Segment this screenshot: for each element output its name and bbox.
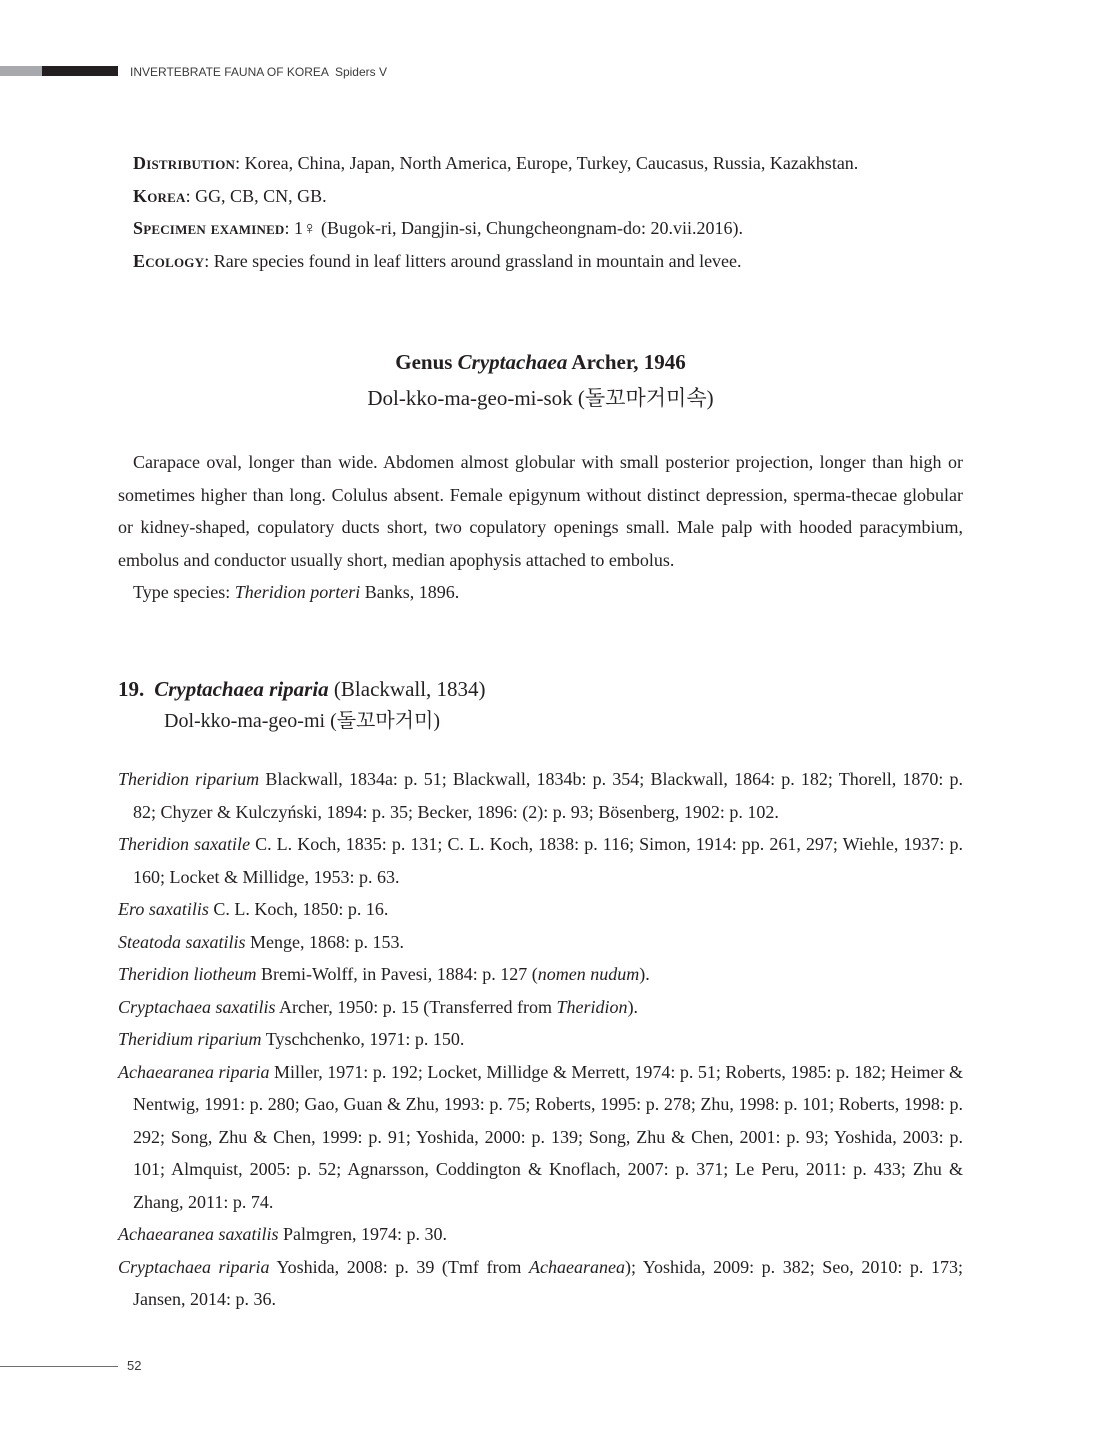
synonymy-list [118, 763, 963, 1316]
synonym-citation: C. L. Koch, 1835: p. 131; C. L. Koch, 1838: p. 116; Simon, 1914: pp. 261, 297; Wiehle, 1937: p. 160; Locket & Millidge, 1953: p. 63. [133, 834, 963, 887]
species-author: (Blackwall, 1834) [328, 677, 486, 701]
synonym-entry [118, 1251, 963, 1316]
species-korean-name: Dol-kko-ma-geo-mi (돌꼬마거미) [164, 710, 440, 732]
synonym-name: Theridion liotheum [118, 964, 257, 984]
genus-name: Cryptachaea [457, 350, 568, 374]
synonym-tail: ). [627, 996, 639, 1017]
korea-text: : GG, CB, CN, GB. [185, 185, 327, 206]
synonym-entry [118, 828, 963, 893]
synonym-name: Theridion saxatile [118, 834, 251, 854]
species-title [118, 672, 486, 706]
korea-label: Korea [133, 185, 186, 206]
specimen-label: Specimen examined [133, 218, 285, 238]
specimen-line [133, 212, 978, 245]
synonym-tail: ); Yoshida, 2009: p. 382; Seo, 2010: p. 173; Jansen, 2014: p. 36. [133, 1256, 963, 1309]
ecology-text: : Rare species found in leaf litters around grassland in mountain and levee. [204, 250, 742, 271]
synonym-citation: Miller, 1971: p. 192; Locket, Millidge & Merrett, 1974: p. 51; Roberts, 1985: p. 182; Heimer & Nentwig, 1991: p. 280; Gao, Guan & Zhu, 1993: p. 75; Roberts, 1995: p. 278; Zhu, 1998: p. 101; Roberts, 1998: p. 292; Song, Zhu & Chen, 1999: p. 91; Yoshida, 2000: p. 139; Song, Zhu & Chen, 2001: p. 93; Yoshida, 2003: p. 101; Almquist, 2005: p. 52; Agnarsson, Coddington & Knoflach, 2007: p. 371; Le Peru, 2011: p. 433; Zhu & Zhang, 2011: p. 74. [133, 1061, 963, 1212]
species-heading [118, 672, 486, 736]
ecology-line [133, 245, 978, 278]
header-title: INVERTEBRATE FAUNA OF KOREA [130, 65, 329, 79]
genus-title [118, 344, 963, 380]
synonym-name: Steatoda saxatilis [118, 931, 246, 952]
synonym-entry [118, 991, 963, 1024]
header-text [130, 65, 387, 79]
type-species-line [118, 576, 963, 609]
synonym-name: Achaearanea saxatilis [118, 1224, 279, 1244]
ecology-label: Ecology [133, 250, 205, 271]
synonym-citation: Archer, 1950: p. 15 (Transferred from [275, 996, 557, 1017]
species-number: 19. [118, 677, 145, 701]
synonym-entry [118, 1056, 963, 1219]
synonym-entry [118, 1023, 963, 1056]
synonym-tail: ). [639, 964, 650, 984]
species-name: Cryptachaea riparia [154, 677, 329, 701]
synonym-citation: Blackwall, 1834a: p. 51; Blackwall, 1834b: p. 354; Blackwall, 1864: p. 182; Thorell, 1870: p. 82; Chyzer & Kulczyński, 1894: p. 35; Becker, 1896: (2): p. 93; Bösenberg, 1902: p. 102. [133, 769, 963, 822]
synonym-name: Theridium riparium [118, 1029, 262, 1049]
distribution-text: : Korea, China, Japan, North America, Europe, Turkey, Caucasus, Russia, Kazakhstan. [235, 153, 859, 173]
synonym-citation: Menge, 1868: p. 153. [245, 931, 404, 952]
distribution-line [133, 147, 978, 180]
synonym-italic-note: Theridion [556, 996, 628, 1017]
synonym-name: Cryptachaea saxatilis [118, 996, 276, 1017]
synonym-citation: Bremi-Wolff, in Pavesi, 1884: p. 127 ( [256, 964, 538, 984]
genus-heading [118, 344, 963, 416]
synonym-name: Achaearanea riparia [118, 1061, 270, 1082]
genus-prefix: Genus [395, 350, 458, 374]
header-subtitle: Spiders V [334, 65, 387, 79]
genus-author: Archer, 1946 [567, 350, 686, 374]
synonym-italic-note: nomen nudum [537, 964, 640, 984]
synonym-entry [118, 893, 963, 926]
footer-rule [0, 1366, 118, 1367]
synonym-citation: Yoshida, 2008: p. 39 (Tmf from [269, 1256, 529, 1277]
synonym-citation: C. L. Koch, 1850: p. 16. [208, 899, 389, 919]
synonym-italic-note: Achaearanea [529, 1256, 625, 1277]
page-number: 52 [127, 1358, 142, 1373]
header-bar-black [42, 66, 118, 76]
synonym-name: Theridion riparium [118, 769, 260, 789]
header-bar-gray [0, 66, 42, 76]
korea-line [133, 180, 978, 213]
synonym-name: Ero saxatilis [118, 899, 209, 919]
genus-description [118, 446, 963, 609]
type-species-prefix: Type species: [133, 582, 235, 602]
synonym-entry [118, 926, 963, 959]
synonym-entry [118, 763, 963, 828]
genus-korean-name: Dol-kko-ma-geo-mi-sok (돌꼬마거미속) [367, 386, 714, 410]
synonym-entry [118, 1218, 963, 1251]
specimen-text: : 1♀ (Bugok-ri, Dangjin-si, Chungcheongnam-do: 20.vii.2016). [284, 218, 743, 238]
type-species-author: Banks, 1896. [360, 582, 460, 602]
distribution-label: Distribution [133, 153, 236, 173]
description-paragraph: Carapace oval, longer than wide. Abdomen almost globular with small posterior projection, longer than high or sometimes higher than long. Colulus absent. Female epigynum without distinct depression, sperma-thecae globular or kidney-shaped, copulatory ducts short, two copulatory openings small. Male palp with hooded paracymbium, embolus and conductor usually short, median apophysis attached to embolus. [118, 452, 963, 570]
synonym-name: Cryptachaea riparia [118, 1256, 270, 1277]
synonym-citation: Tyschchenko, 1971: p. 150. [261, 1029, 465, 1049]
synonym-entry [118, 958, 963, 991]
type-species-name: Theridion porteri [234, 582, 361, 602]
synonym-citation: Palmgren, 1974: p. 30. [278, 1224, 447, 1244]
species-meta [133, 147, 978, 277]
